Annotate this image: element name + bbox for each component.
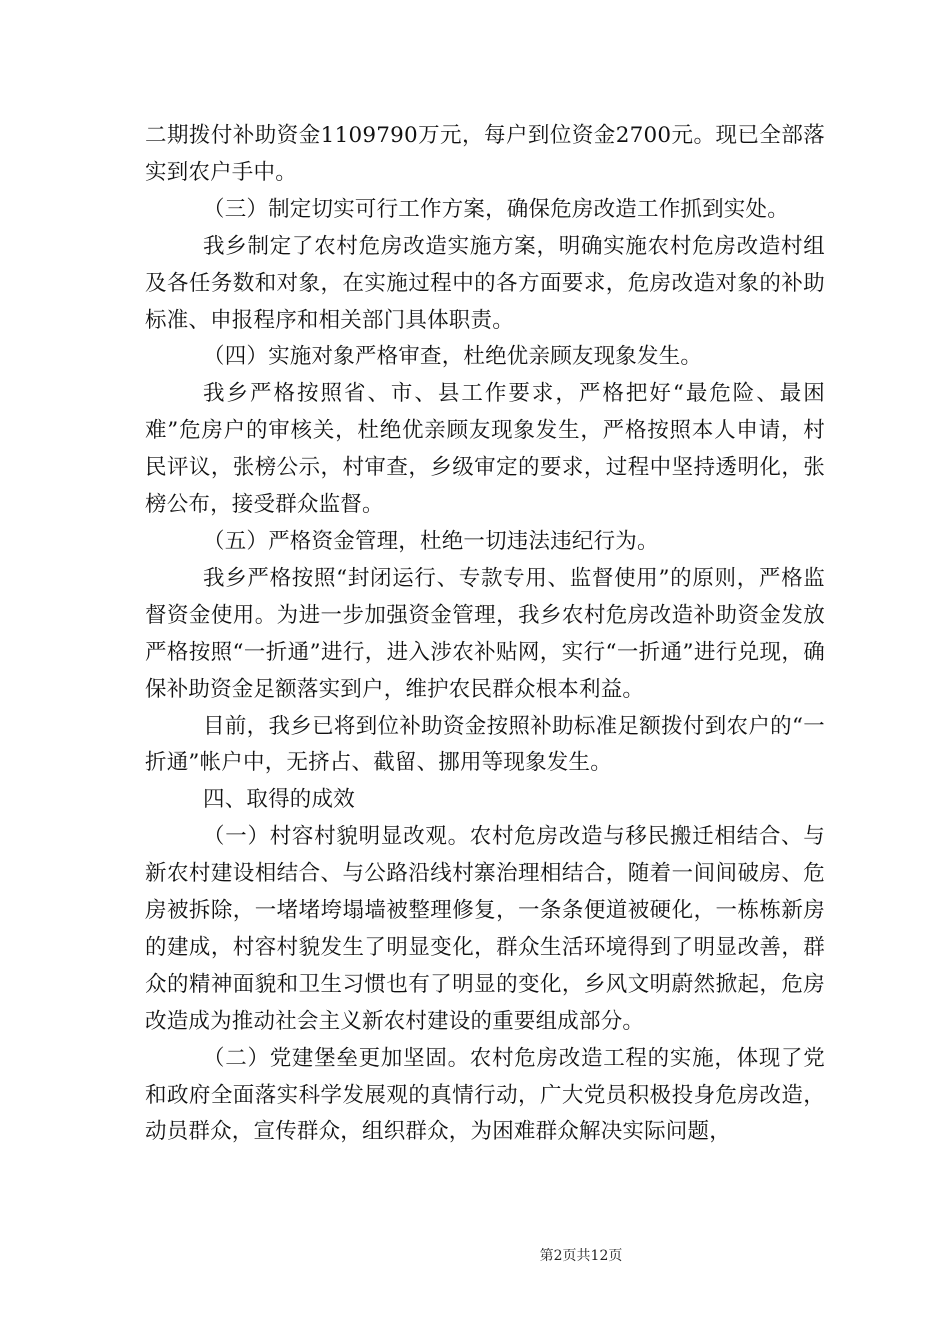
paragraph-plan: 我乡制定了农村危房改造实施方案，明确实施农村危房改造村组及各任务数和对象，在实施过程中的各方面要求，危房改造对象的补助标准、申报程序和相关部门具体职责。 xyxy=(145,233,825,333)
heading-achievements: 四、取得的成效 xyxy=(203,787,355,813)
paragraph-fund-management: 我乡严格按照“封闭运行、专款专用、监督使用”的原则，严格监督资金使用。为进一步加强资金管理，我乡农村危房改造补助资金发放严格按照“一折通”进行，进入涉农补贴网，实行“一折通”进行兑现，确保补助资金足额落实到户，维护农民群众根本利益。 xyxy=(145,565,825,702)
paragraph-village-appearance: （一）村容村貌明显改观。农村危房改造与移民搬迁相结合、与新农村建设相结合、与公路沿线村寨治理相结合，随着一间间破房、危房被拆除，一堵堵垮塌墙被整理修复，一条条便道被硬化，一栋栋新房的建成，村容村貌发生了明显变化，群众生活环境得到了明显改善，群众的精神面貌和卫生习惯也有了明显的变化，乡风文明蔚然掀起，危房改造成为推动社会主义新农村建设的重要组成部分。 xyxy=(145,824,825,1034)
paragraph-funding-phase2: 二期拨付补助资金1109790万元，每户到位资金2700元。现已全部落实到农户手中。 xyxy=(145,123,825,185)
heading-section-5: （五）严格资金管理，杜绝一切违法违纪行为。 xyxy=(203,528,659,554)
paragraph-review: 我乡严格按照省、市、县工作要求，严格把好“最危险、最困难”危房户的审核关，杜绝优亲顾友现象发生，严格按照本人申请，村民评议，张榜公示，村审查，乡级审定的要求，过程中坚持透明化，张榜公布，接受群众监督。 xyxy=(145,381,825,518)
document-body xyxy=(145,118,825,1151)
paragraph-current-status: 目前，我乡已将到位补助资金按照补助标准足额拨付到农户的“一折通”帐户中，无挤占、截留、挪用等现象发生。 xyxy=(145,713,825,776)
heading-section-3: （三）制定切实可行工作方案，确保危房改造工作抓到实处。 xyxy=(203,196,789,222)
heading-section-4: （四）实施对象严格审查，杜绝优亲顾友现象发生。 xyxy=(203,344,703,370)
page-number-footer: 第2页共12页 xyxy=(539,1248,623,1264)
paragraph-party-building: （二）党建堡垒更加坚固。农村危房改造工程的实施，体现了党和政府全面落实科学发展观的真情行动，广大党员积极投身危房改造，动员群众，宣传群众，组织群众，为困难群众解决实际问题， xyxy=(145,1045,825,1145)
